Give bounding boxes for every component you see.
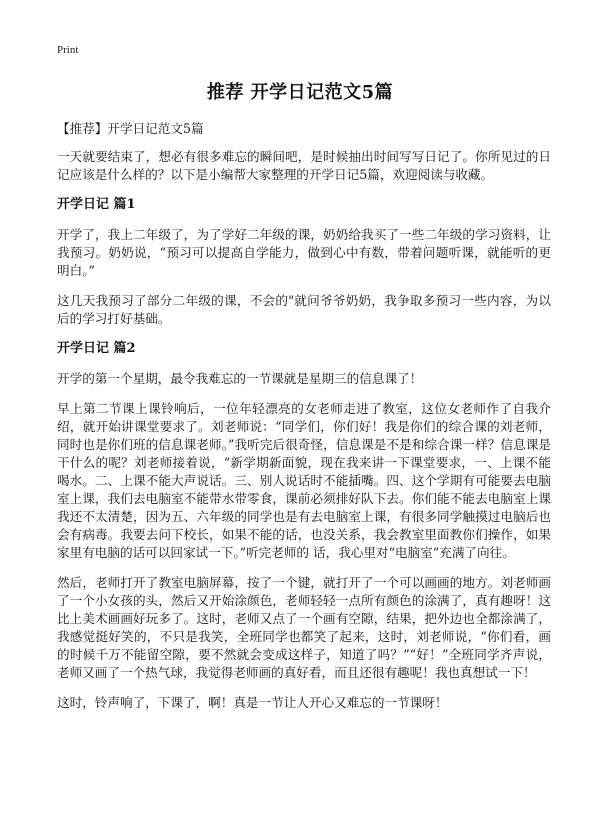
section-heading: 开学日记 篇1 — [57, 197, 136, 212]
subtitle: 【推荐】开学日记范文5篇 — [57, 121, 204, 136]
print-label: Print — [57, 44, 79, 56]
section-1 — [57, 196, 551, 328]
paragraph: 开学的第一个星期，最令我难忘的一节课就是星期三的信息课了！ — [57, 371, 423, 386]
document-body — [57, 120, 551, 724]
section-2 — [57, 340, 551, 712]
paragraph: 开学了，我上二年级了，为了学好二年级的课，奶奶给我买了一些二年级的学习资料，让我预习。奶奶说，“预习可以提高自学能力，做到心中有数，带着问题听课，就能听的更明白。” — [57, 227, 551, 278]
intro-paragraph: 一天就要结束了，想必有很多难忘的瞬间吧，是时候抽出时间写写日记了。你所见过的日记应该是什么样的？以下是小编帮大家整理的开学日记5篇，欢迎阅读与收藏。 — [57, 149, 551, 182]
paragraph: 然后，老师打开了教室电脑屏幕，按了一个键，就打开了一个可以画画的地方。刘老师画了一个小女孩的头，然后又开始涂颜色，老师轻轻一点所有颜色的涂满了，真有趣呀！这比上美术画画好玩多了。这时，老师又点了一个画有空隙，结果，把外边也全都涂满了，我感觉挺好笑的，不只是我笑，全班同学也都笑了起来，这时，刘老师说，“你们看，画的时候千万不能留空隙，要不然就会变成这样子，知道了吗？”“好！”全班同学齐声说，老师又画了一个热气球，我觉得老师画的真好看，而且还很有趣呢！我也真想试一下！ — [57, 575, 551, 680]
document-title: 推荐 开学日记范文5篇 — [206, 82, 394, 103]
section-heading: 开学日记 篇2 — [57, 341, 136, 356]
paragraph: 早上第二节课上课铃响后，一位年轻漂亮的女老师走进了教室，这位女老师作了自我介绍，就开始讲课堂要求了。刘老师说：“同学们，你们好！我是你们的综合课的刘老师，同时也是你们班的信息课老师。”我听完后很奇怪，信息课是不是和综合课一样？信息课是干什么的呢？刘老师接着说，“新学期新面貌，现在我来讲一下课堂要求，一、上课不能喝水。二、上课不能大声说话。三、别人说话时不能插嘴。四、这个学期有可能要去电脑室上课，我们去电脑室不能带水带零食，课前必须排好队下去。你们能不能去电脑室上课我还不太清楚，因为五、六年级的同学也是有去电脑室上课，有很多同学触摸过电脑后也会有病毒。我要去问下校长，如果不能的话，也没关系，我会教室里面教你们操作，如果家里有电脑的话可以回家试一下。”听完老师的 话，我心里对“电脑室”充满了向往。 — [57, 401, 551, 560]
paragraph: 这几天我预习了部分二年级的课，不会的"就问爷爷奶奶，我争取多预习一些内容，为以后的学习打好基础。 — [57, 293, 551, 326]
paragraph: 这时，铃声响了，下课了，啊！真是一节让人开心又难忘的一节课呀！ — [57, 695, 448, 710]
